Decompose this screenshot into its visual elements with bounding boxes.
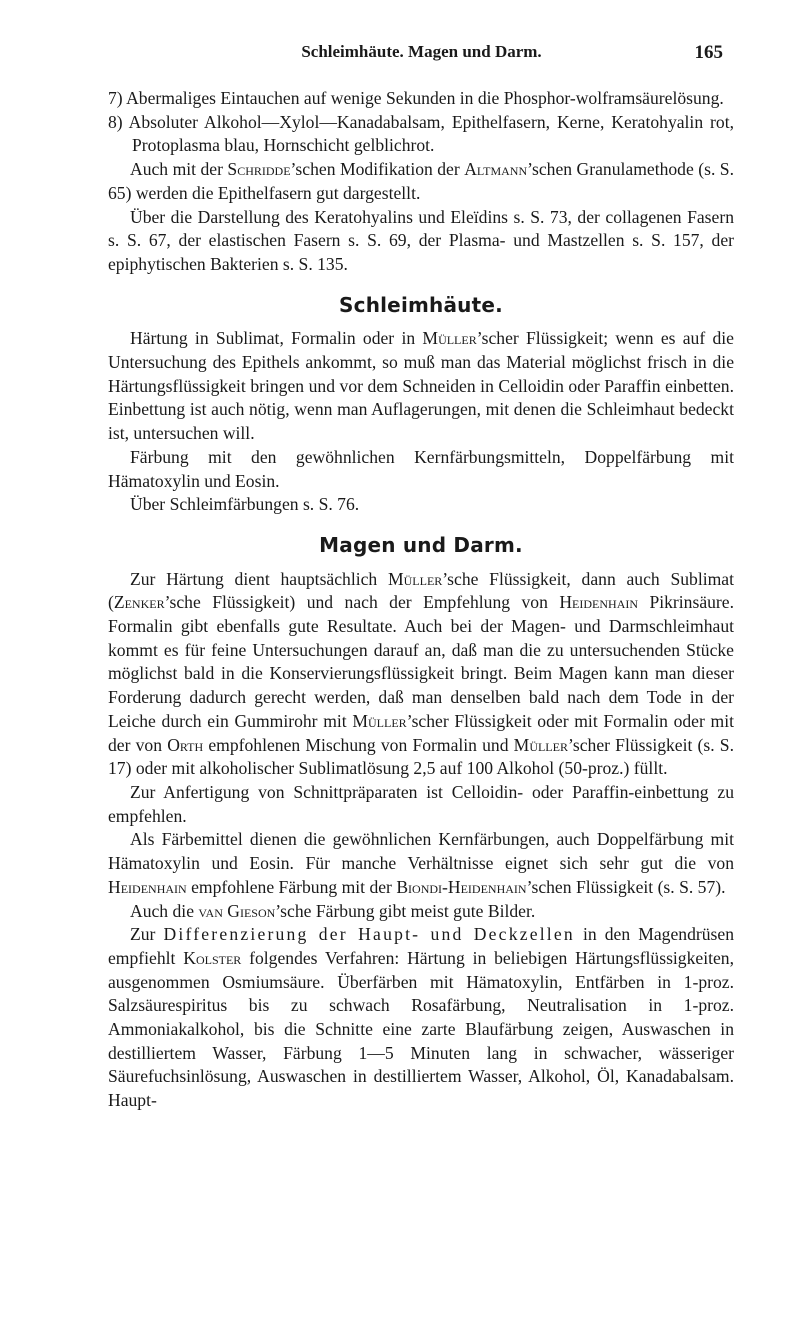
paragraph-schleimfaerbungen: Über Schleimfärbungen s. S. 76. xyxy=(130,494,360,515)
text-run: ’scher Flüssigkeit; wenn es auf die Untersuchung des Epithels ankommt, so muß man das Material möglichst frisch in die Härtungsflüssigkeit bringen und vor dem Schneiden in Celloidin oder Paraffin einbetten. Einbettung ist auch nötig, wenn man Auflagerungen, mit denen die Schleimhaut bedeckt ist, untersuchen will. xyxy=(108,328,734,444)
author-name: Müller xyxy=(352,710,407,731)
running-title: Schleimhäute. Magen und Darm. xyxy=(301,42,542,61)
author-name: van Gieson xyxy=(198,900,276,921)
paragraph-differenzierung xyxy=(108,923,734,1113)
text-run: ’scher Flüssigkeit oder mit Formalin oder mit der von xyxy=(108,710,734,755)
running-head xyxy=(120,42,723,70)
paragraph-haertung xyxy=(108,327,734,446)
author-name: Müller xyxy=(513,734,568,755)
paragraph-van-gieson xyxy=(108,900,734,924)
section-heading-schleimhaeute: Schleimhäute. xyxy=(339,292,503,317)
author-name: Schridde xyxy=(227,159,291,180)
author-name: Zenker xyxy=(113,592,165,613)
author-name: Müller xyxy=(422,328,477,349)
text-run: Als Färbemittel dienen die gewöhnlichen Kernfärbungen, auch Doppelfärbung mit Hämatoxylin und Eosin. Für manche Verhältnisse eignet sich sehr gut die von xyxy=(108,829,734,874)
text-run: ’sche Färbung gibt meist gute Bilder. xyxy=(275,900,536,921)
paragraph-faerbung: Färbung mit den gewöhnlichen Kernfärbungsmitteln, Doppelfärbung mit Hämatoxylin und Eosin. xyxy=(108,446,734,491)
text-run: ’schen Granulamethode (s. S. 65) werden die Epithelfasern gut dargestellt. xyxy=(108,159,734,203)
list-text: Absoluter Alkohol—Xylol—Kanadabalsam, Epithelfasern, Kerne, Keratohyalin rot, Protoplasma blau, Hornschicht gelblichrot. xyxy=(128,111,735,156)
author-name: Altmann xyxy=(464,159,528,180)
text-run: Härtung in Sublimat, Formalin oder in xyxy=(130,328,423,349)
list-item-7 xyxy=(108,87,734,111)
text-run: Zur Härtung dient hauptsächlich xyxy=(130,568,388,589)
text-run: ’schen Flüssigkeit (s. S. 57). xyxy=(526,876,726,897)
list-text: Abermaliges Eintauchen auf wenige Sekunden in die Phosphor-wolframsäurelösung. xyxy=(126,88,724,108)
author-name: Kolster xyxy=(183,947,242,968)
paragraph-faerbemittel xyxy=(108,828,734,899)
text-run: Auch mit der xyxy=(130,159,228,180)
text-run: ’sche Flüssigkeit) und nach der Empfehlung von xyxy=(164,592,560,613)
section-heading-magen-darm: Magen und Darm. xyxy=(319,532,523,557)
text-run: in den Magendrüsen empfiehlt xyxy=(108,924,734,968)
author-name: Heidenhain xyxy=(559,592,639,613)
paragraph-modification xyxy=(108,158,734,205)
text-run: empfohlene Färbung mit der xyxy=(186,876,397,897)
text-run: ’schen Modifikation der xyxy=(290,159,465,180)
text-run: Pikrinsäure. Formalin gibt ebenfalls gute Resultate. Auch bei der Magen- und Darmschleimhaut kommt es für feine Untersuchungen darauf an, daß man die zu untersuchenden Stücke möglichst bald in die Konservierungsflüssigkeit bringt. Beim Magen kann man dieser Forderung dadurch gerecht werden, daß man denselben bald nach dem Tode in der Leiche durch ein Gummirohr mit xyxy=(108,592,734,731)
page-body xyxy=(108,87,734,1113)
author-name: Müller xyxy=(387,568,443,589)
list-item-8 xyxy=(108,111,734,158)
text-run: Auch die xyxy=(130,900,199,921)
text-run: ’sche Flüssigkeit, dann auch Sublimat ( xyxy=(108,568,734,613)
emphasized-text: Differenzierung der Haupt- und Deckzellen xyxy=(163,924,575,945)
paragraph-darstellung: Über die Darstellung des Keratohyalins und Eleïdins s. S. 73, der collagenen Fasern s. S. 67, der elastischen Fasern s. S. 69, der Plasma- und Mastzellen s. S. 157, der epiphytischen Bakterien s. S. 135. xyxy=(108,206,734,274)
list-marker: 8) xyxy=(108,111,123,132)
list-marker: 7) xyxy=(108,88,123,108)
text-run: empfohlenen Mischung von Formalin und xyxy=(203,734,514,755)
author-name: Heidenhain xyxy=(108,876,187,897)
paragraph-schnittpraeparate: Zur Anfertigung von Schnittpräparaten ist Celloidin- oder Paraffin-einbettung zu empfehlen. xyxy=(108,781,734,826)
paragraph-haertung-magen xyxy=(108,568,734,781)
text-run: folgendes Verfahren: Härtung in beliebigen Härtungsflüssigkeiten, ausgenommen Osmiumsäure. Überfärben mit Hämatoxylin, Entfärben in 1-proz. Salzsäurespiritus bis zu schwach Rosafärbung, Neutralisation in 1-proz. Ammoniakalkohol, bis die Schnitte eine zarte Blaufärbung zeigen, Auswaschen in destilliertem Wasser, Färbung 1—5 Minuten lang in schwacher, wässeriger Säurefuchsinlösung, Auswaschen in destilliertem Wasser, Alkohol, Öl, Kanadabalsam. Haupt- xyxy=(108,947,734,1111)
text-run: Zur xyxy=(130,924,164,945)
author-name: Biondi-Heidenhain xyxy=(396,876,527,897)
author-name: Orth xyxy=(167,734,204,755)
text-run: ’scher Flüssigkeit (s. S. 17) oder mit alkoholischer Sublimatlösung 2,5 auf 100 Alkohol (50-proz.) füllt. xyxy=(108,734,734,779)
page-number: 165 xyxy=(694,42,723,63)
